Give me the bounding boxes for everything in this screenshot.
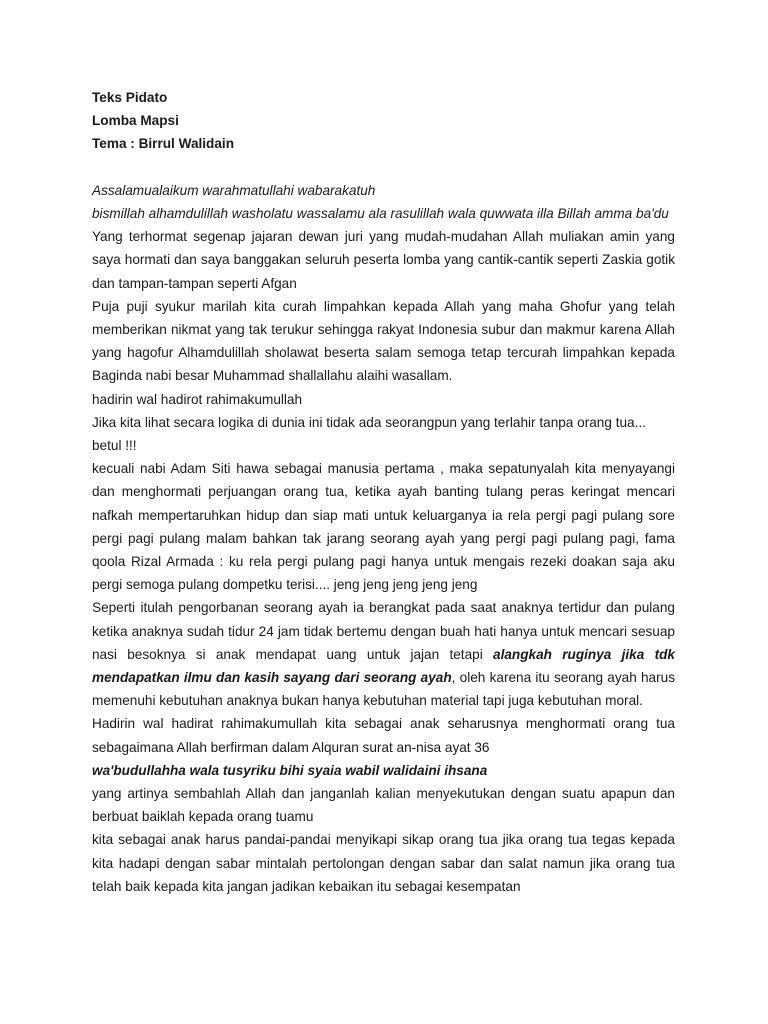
- quran-verse: wa'budullahha wala tusyriku bihi syaia wabil walidaini ihsana: [92, 762, 488, 778]
- paragraph-address: hadirin wal hadirot rahimakumullah: [92, 391, 303, 407]
- paragraph-greeting: Yang terhormat segenap jajaran dewan juri yang mudah-mudahan Allah muliakan amin yang saya hormati dan saya banggakan seluruh peserta lomba yang cantik-cantik seperti Zaskia gotik dan tampan-tampan seperti Afgan: [92, 229, 675, 291]
- competition-name: Lomba Mapsi: [92, 113, 179, 129]
- paragraph-quran-reference: Hadirin wal hadirat rahimakumullah kita sebagai anak seharusnya menghormati orang tua sebagaimana Allah berfirman dalam Alquran surat an-nisa ayat 36: [92, 716, 675, 755]
- paragraph-father-sacrifice-end: , oleh karena itu seorang ayah harus memenuhi kebutuhan anaknya bukan hanya kebutuhan material tapi juga kebutuhan moral.: [92, 670, 675, 709]
- opening-salam: Assalamualaikum warahmatullahi wabarakatuh: [92, 182, 376, 198]
- paragraph-father-sacrifice-emphasis: alangkah ruginya jika tdk mendapatkan ilmu dan kasih sayang dari seorang ayah: [92, 646, 675, 686]
- opening-basmalah: bismillah alhamdulillah washolatu wassalamu ala rasulillah wala quwwata illa Billah amma ba'du: [92, 206, 669, 221]
- paragraph-parents-struggle: kecuali nabi Adam Siti hawa sebagai manusia pertama , maka sepatunyalah kita menyayangi dan menghormati perjuangan orang tua, ketika ayah banting tulang peras keringat mencari nafkah mempertaruhkan hidup dan siap mati untuk keluarganya ia rela pergi pagi pulang sore pergi pagi pulang malam bahkan tak jarang seorang ayah yang pergi pagi pulang pagi, fama qoola Rizal Armada : ku rela pergi pulang pagi hanya untuk mengais rezeki doakan saja aku pergi semoga pulang dompetku terisi.... jeng jeng jeng jeng jeng: [92, 461, 675, 593]
- paragraph-attitude: kita sebagai anak harus pandai-pandai menyikapi sikap orang tua jika orang tua tegas kepada kita hadapi dengan sabar mintalah pertolongan dengan sabar dan salat namun jika orang tua telah baik kepada kita jangan jadikan kebaikan itu sebagai kesempatan: [92, 832, 675, 894]
- document-title: Teks Pidato: [92, 90, 168, 105]
- paragraph-praise: Puja puji syukur marilah kita curah limpahkan kepada Allah yang maha Ghofur yang telah memberikan nikmat yang tak terukur sehingga rakyat Indonesia subur dan makmur karena Allah yang hagofur Alhamdulillah sholawat beserta salam semoga tetap tercurah limpahkan kepada Baginda nabi besar Muhammad shallallahu alaihi wasallam.: [92, 298, 675, 384]
- paragraph-father-sacrifice: [92, 596, 675, 712]
- speech-theme: Tema : Birrul Walidain: [92, 136, 234, 152]
- document-body: [92, 86, 675, 898]
- paragraph-verse-meaning: yang artinya sembahlah Allah dan janganlah kalian menyekutukan dengan suatu apapun dan berbuat baiklah kepada orang tuamu: [92, 786, 675, 825]
- paragraph-logic: Jika kita lihat secara logika di dunia ini tidak ada seorangpun yang terlahir tanpa orang tua... betul !!!: [92, 414, 646, 454]
- blank-line: [92, 156, 675, 179]
- paragraph-father-sacrifice-start: Seperti itulah pengorbanan seorang ayah ia berangkat pada saat anaknya tertidur dan pulang ketika anaknya sudah tidur 24 jam tidak bertemu dengan buah hati hanya untuk mencari sesuap nasi besoknya si anak mendapat uang untuk jajan tetapi: [92, 600, 675, 662]
